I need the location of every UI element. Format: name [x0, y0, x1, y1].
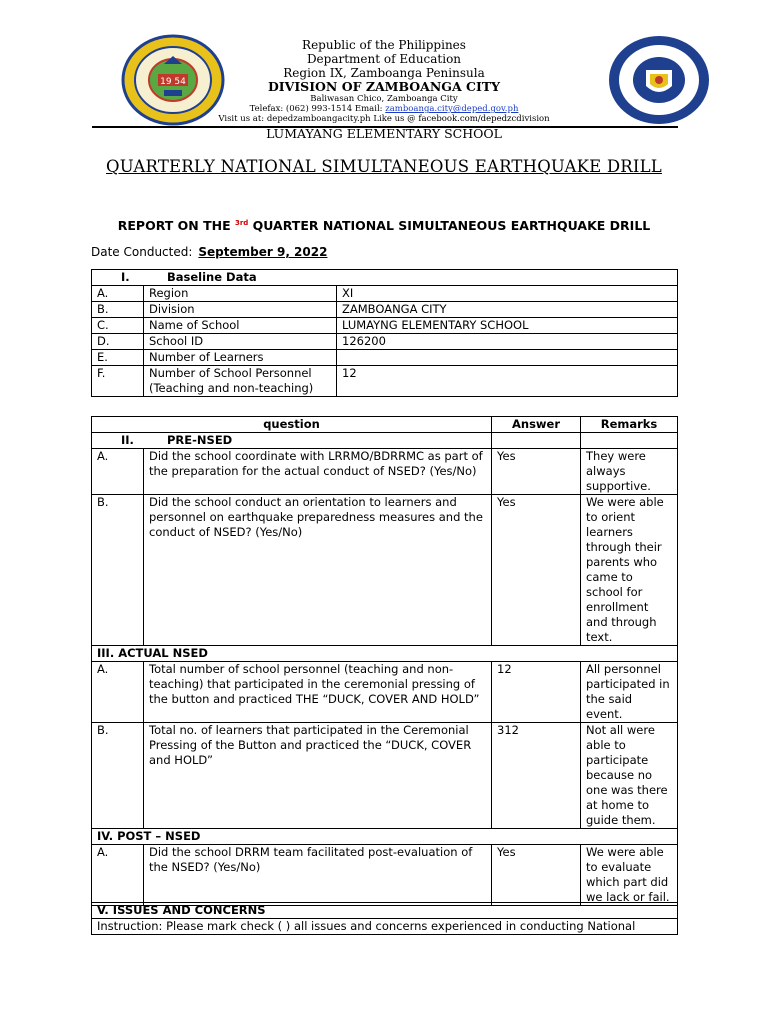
school-name: LUMAYANG ELEMENTARY SCHOOL: [266, 126, 502, 141]
answer-header: Answer: [492, 417, 581, 433]
row-answer: 12: [492, 662, 581, 723]
table-row: [92, 723, 678, 829]
contact-line: [200, 104, 568, 114]
date-conducted: [91, 245, 327, 259]
baseline-section-header: [92, 270, 678, 286]
date-value: September 9, 2022: [198, 245, 328, 259]
section-title: Baseline Data: [167, 270, 257, 284]
table-row: [92, 845, 678, 906]
row-question: Did the school conduct an orientation to learners and personnel on earthquake preparedness measures and the conduct of NSED? (Yes/No): [144, 495, 492, 646]
row-letter: A.: [92, 286, 144, 302]
row-label: Region: [144, 286, 337, 302]
issues-header: V. ISSUES AND CONCERNS: [92, 903, 678, 919]
row-answer: Yes: [492, 495, 581, 646]
date-label: Date Conducted:: [91, 245, 193, 259]
row-remarks: Not all were able to participate because no one was there at home to guide them.: [581, 723, 678, 829]
section-row: [92, 903, 678, 919]
section-number: II.: [121, 433, 134, 447]
row-question: Did the school coordinate with LRRMO/BDRRMC as part of the preparation for the actual conduct of NSED? (Yes/No): [144, 449, 492, 495]
report-after: QUARTER NATIONAL SIMULTANEOUS EARTHQUAKE DRILL: [248, 218, 651, 233]
table-header-row: [92, 417, 678, 433]
row-letter: E.: [92, 350, 144, 366]
table-row: [92, 270, 678, 286]
report-ordinal: 3rd: [234, 218, 249, 227]
table-row: [92, 350, 678, 366]
row-letter: B.: [92, 302, 144, 318]
row-letter: A.: [92, 662, 144, 723]
address-line: Baliwasan Chico, Zamboanga City: [310, 94, 458, 104]
letterhead: [0, 0, 768, 150]
report-heading: [0, 218, 768, 233]
nsed-table: [91, 416, 678, 906]
row-remarks: They were always supportive.: [581, 449, 678, 495]
row-letter: A.: [92, 449, 144, 495]
remarks-header: Remarks: [581, 417, 678, 433]
row-remarks: All personnel participated in the said event.: [581, 662, 678, 723]
row-question: Total no. of learners that participated in the Ceremonial Pressing of the Button and practiced the “DUCK, COVER and HOLD”: [144, 723, 492, 829]
republic-line: Republic of the Philippines: [302, 38, 466, 52]
table-row: [92, 302, 678, 318]
section-row: [92, 433, 678, 449]
row-label: Number of Learners: [144, 350, 337, 366]
issues-table: [91, 902, 678, 935]
section-title: PRE-NSED: [167, 433, 233, 447]
table-row: [92, 449, 678, 495]
telefax-text: Telefax: (062) 993-1514 Email:: [249, 104, 386, 114]
row-letter: B.: [92, 723, 144, 829]
region-line: Region IX, Zamboanga Peninsula: [283, 66, 485, 80]
section-row: [92, 829, 678, 845]
table-row: [92, 919, 678, 935]
row-value: LUMAYNG ELEMENTARY SCHOOL: [337, 318, 678, 334]
document-title: QUARTERLY NATIONAL SIMULTANEOUS EARTHQUAKE DRILL: [106, 157, 662, 176]
post-nsed-header: IV. POST – NSED: [92, 829, 678, 845]
row-remarks: We were able to orient learners through their parents who came to school for enrollment and through text.: [581, 495, 678, 646]
table-row: [92, 662, 678, 723]
row-letter: C.: [92, 318, 144, 334]
row-answer: 312: [492, 723, 581, 829]
section-number: I.: [121, 270, 130, 284]
email-link[interactable]: zamboanga.city@deped.gov.ph: [385, 104, 519, 114]
row-answer: Yes: [492, 449, 581, 495]
row-letter: A.: [92, 845, 144, 906]
row-value: XI: [337, 286, 678, 302]
row-letter: F.: [92, 366, 144, 397]
table-row: [92, 495, 678, 646]
table-row: [92, 318, 678, 334]
section-row: [92, 646, 678, 662]
table-row: [92, 334, 678, 350]
deped-seal-logo: [606, 34, 712, 126]
row-value: [337, 350, 678, 366]
row-letter: D.: [92, 334, 144, 350]
row-question: Total number of school personnel (teaching and non-teaching) that participated in the ceremonial pressing of the button and practiced THE “DUCK, COVER AND HOLD”: [144, 662, 492, 723]
row-remarks: We were able to evaluate which part did we lack or fail.: [581, 845, 678, 906]
row-letter: B.: [92, 495, 144, 646]
report-before: REPORT ON THE: [117, 218, 235, 233]
row-label: Name of School: [144, 318, 337, 334]
table-row: [92, 366, 678, 397]
row-label: Division: [144, 302, 337, 318]
question-header: question: [92, 417, 492, 433]
seal-year: 19 54: [160, 77, 186, 87]
row-question: Did the school DRRM team facilitated post-evaluation of the NSED? (Yes/No): [144, 845, 492, 906]
issues-instruction: Instruction: Please mark check ( ) all issues and concerns experienced in conducting National: [92, 919, 678, 935]
department-line: Department of Education: [306, 52, 462, 66]
actual-nsed-header: III. ACTUAL NSED: [92, 646, 678, 662]
row-value: 12: [337, 366, 678, 397]
empty-cell: [581, 433, 678, 449]
row-value: 126200: [337, 334, 678, 350]
row-answer: Yes: [492, 845, 581, 906]
letterhead-text: [200, 38, 568, 124]
row-value: ZAMBOANGA CITY: [337, 302, 678, 318]
row-label: Number of School Personnel (Teaching and non-teaching): [144, 366, 337, 397]
division-line: DIVISION OF ZAMBOANGA CITY: [267, 79, 501, 94]
pre-nsed-header: [92, 433, 492, 449]
visit-line: Visit us at: depedzamboangacity.ph Like us @ facebook.com/depedzcdivision: [218, 114, 550, 124]
table-row: [92, 286, 678, 302]
baseline-table: [91, 269, 678, 397]
empty-cell: [492, 433, 581, 449]
row-label: School ID: [144, 334, 337, 350]
